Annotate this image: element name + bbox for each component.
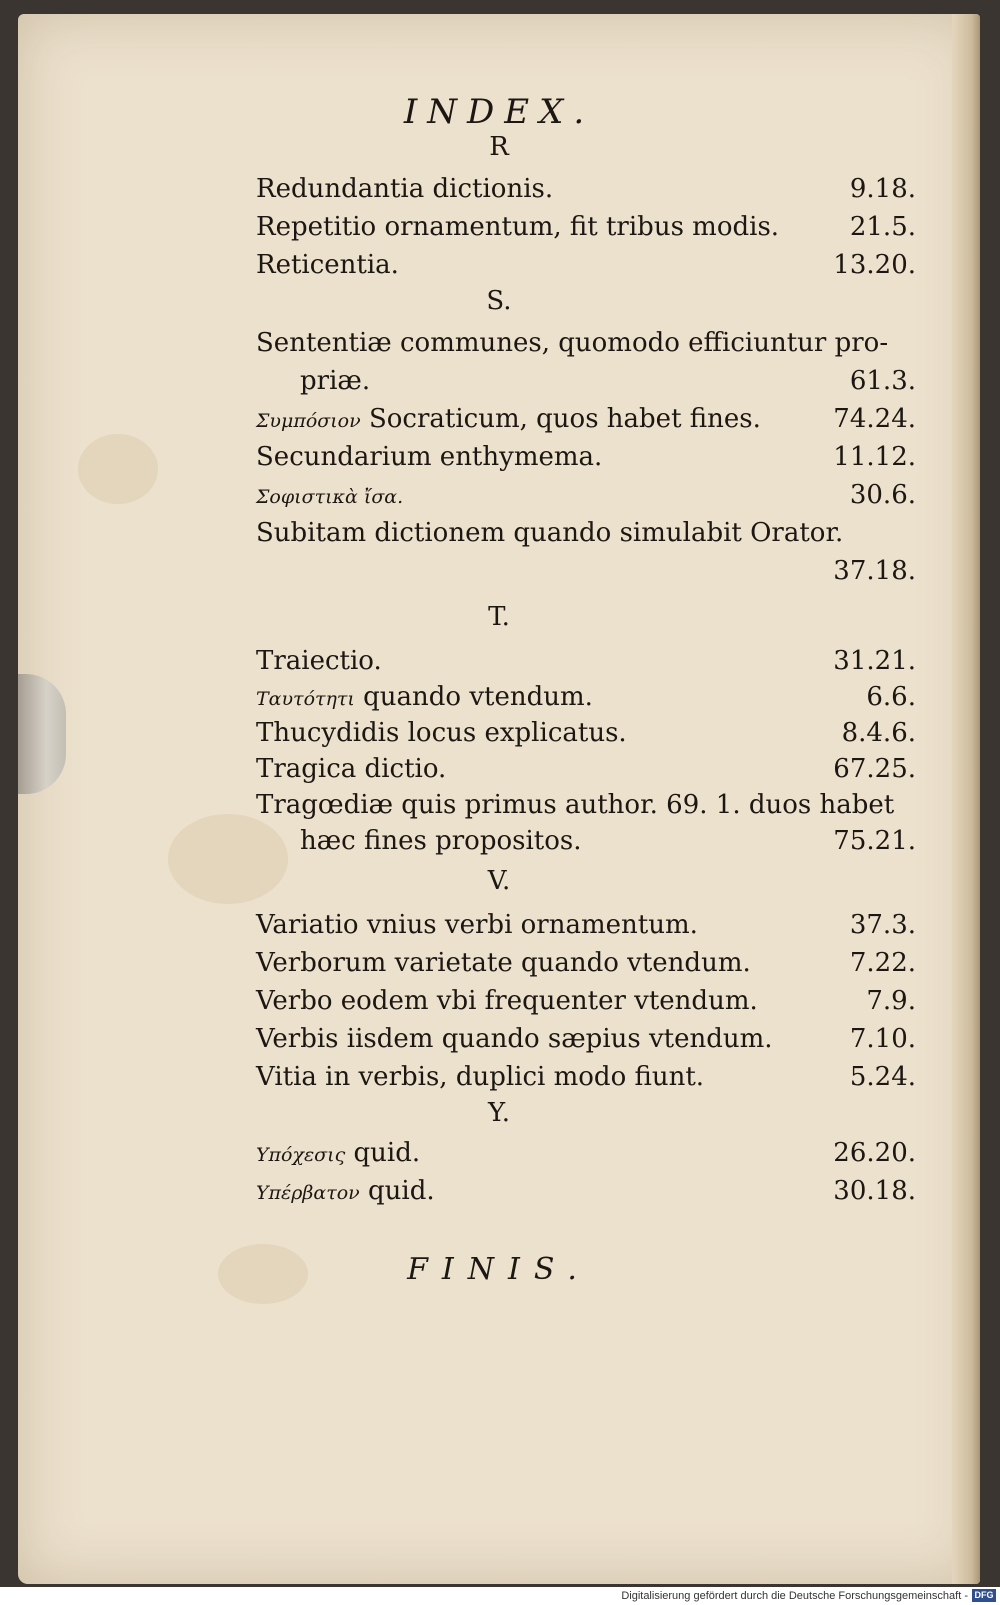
- entry-text: Variatio vnius verbi ornamentum.: [256, 910, 698, 940]
- entry-label: [256, 250, 399, 280]
- entry-page-ref: 37.18.: [833, 556, 916, 586]
- index-entry: [256, 910, 916, 944]
- entry-text: Vitia in verbis, duplici modo fiunt.: [256, 1062, 705, 1092]
- index-entry: [256, 250, 916, 284]
- entry-label: [256, 682, 593, 712]
- entry-text: quid.: [353, 1138, 421, 1168]
- entry-text: Secundarium enthymema.: [256, 442, 603, 472]
- entry-label: [300, 826, 581, 856]
- entry-page-ref: 74.24.: [833, 404, 916, 434]
- index-entry: [256, 480, 916, 514]
- entry-label: [256, 1024, 773, 1054]
- section-letter-y: Y.: [487, 1098, 511, 1128]
- section-letter-s: S.: [486, 286, 512, 316]
- index-entry: [256, 948, 916, 982]
- index-entry: [256, 1062, 916, 1096]
- index-entry: [256, 518, 916, 552]
- entry-page-ref: 6.6.: [866, 682, 916, 712]
- index-entry: [256, 826, 916, 860]
- dfg-logo: DFG: [972, 1589, 996, 1602]
- entry-page-ref: 8.4.6.: [841, 718, 916, 748]
- entry-label: [256, 480, 403, 510]
- entry-page-ref: 30.18.: [833, 1176, 916, 1206]
- entry-text: quid.: [367, 1176, 435, 1206]
- entry-greek-term: Υπέρβατον: [256, 1182, 360, 1204]
- entry-text: Verbis iisdem quando sæpius vtendum.: [256, 1024, 773, 1054]
- section-letter-r: R: [489, 132, 509, 162]
- index-entry: [256, 718, 916, 752]
- entry-label: [256, 910, 698, 940]
- entry-text: Repetitio ornamentum, fit tribus modis.: [256, 212, 780, 242]
- index-entry: [256, 682, 916, 716]
- index-entry: [256, 986, 916, 1020]
- entry-text: Verbo eodem vbi frequenter vtendum.: [256, 986, 758, 1016]
- entry-page-ref: 7.10.: [849, 1024, 916, 1054]
- entry-page-ref: 7.22.: [849, 948, 916, 978]
- entry-text: Reticentia.: [256, 250, 399, 280]
- entry-text: priæ.: [300, 366, 371, 396]
- page-heading: INDEX.: [403, 92, 595, 132]
- entry-page-ref: 30.6.: [849, 480, 916, 510]
- entry-label: [256, 328, 888, 358]
- entry-page-ref: 21.5.: [849, 212, 916, 242]
- entry-label: [256, 646, 382, 676]
- entry-label: [256, 442, 602, 472]
- entry-text: Verborum varietate quando vtendum.: [256, 948, 751, 978]
- entry-page-ref: 61.3.: [849, 366, 916, 396]
- entry-page-ref: 13.20.: [833, 250, 916, 280]
- index-entry: [256, 1138, 916, 1172]
- entry-page-ref: 26.20.: [833, 1138, 916, 1168]
- entry-label: [256, 174, 553, 204]
- index-entry: [256, 556, 916, 590]
- entry-greek-term: Σοφιστικὰ ἴσα.: [256, 486, 404, 508]
- entry-greek-term: Συμπόσιον: [256, 410, 361, 432]
- digitization-footer: [0, 1587, 1000, 1605]
- index-entry: [256, 442, 916, 476]
- index-entry: [256, 754, 916, 788]
- entry-label: [256, 948, 751, 978]
- entry-page-ref: 11.12.: [833, 442, 916, 472]
- entry-label: [256, 1176, 435, 1206]
- index-entry: [256, 366, 916, 400]
- entry-page-ref: 9.18.: [849, 174, 916, 204]
- entry-page-ref: 31.21.: [833, 646, 916, 676]
- entry-page-ref: 67.25.: [833, 754, 916, 784]
- index-entry: [256, 790, 916, 824]
- entry-label: [256, 790, 894, 820]
- entry-page-ref: 7.9.: [866, 986, 916, 1016]
- entry-label: [300, 366, 370, 396]
- entry-greek-term: Ταυτότητι: [256, 688, 355, 710]
- entry-text: quando vtendum.: [363, 682, 593, 712]
- entry-greek-term: Υπόχεσις: [256, 1144, 346, 1166]
- entry-page-ref: 75.21.: [833, 826, 916, 856]
- entry-text: Tragica dictio.: [256, 754, 447, 784]
- index-text: [18, 14, 980, 1584]
- section-letter-t: T.: [488, 602, 510, 632]
- section-letter-v: V.: [487, 866, 511, 896]
- index-entry: [256, 646, 916, 680]
- index-entry: [256, 174, 916, 208]
- entry-text: Tragœdiæ quis primus author. 69. 1. duos habet: [256, 790, 895, 820]
- entry-label: [256, 718, 627, 748]
- entry-text: Sententiæ communes, quomodo efficiuntur pro-: [256, 328, 889, 358]
- entry-label: [256, 754, 446, 784]
- entry-text: Socraticum, quos habet fines.: [368, 404, 761, 434]
- finis-text: FINIS.: [407, 1252, 591, 1287]
- entry-label: [256, 404, 761, 434]
- entry-text: Thucydidis locus explicatus.: [256, 718, 627, 748]
- entry-text: Redundantia dictionis.: [256, 174, 554, 204]
- entry-label: [256, 1138, 420, 1168]
- entry-page-ref: 5.24.: [849, 1062, 916, 1092]
- index-entry: [256, 328, 916, 362]
- index-entry: [256, 212, 916, 246]
- book-page: [18, 14, 980, 1584]
- entry-text: Traiectio.: [256, 646, 382, 676]
- entry-label: [256, 518, 843, 548]
- footer-credit: Digitalisierung gefördert durch die Deutsche Forschungsgemeinschaft -: [621, 1590, 968, 1602]
- index-entry: [256, 404, 916, 438]
- index-entry: [256, 1176, 916, 1210]
- entry-label: [256, 1062, 704, 1092]
- entry-page-ref: 37.3.: [849, 910, 916, 940]
- entry-text: hæc fines propositos.: [300, 826, 582, 856]
- entry-label: [256, 212, 779, 242]
- index-entry: [256, 1024, 916, 1058]
- entry-label: [256, 986, 758, 1016]
- entry-text: Subitam dictionem quando simulabit Orator.: [256, 518, 844, 548]
